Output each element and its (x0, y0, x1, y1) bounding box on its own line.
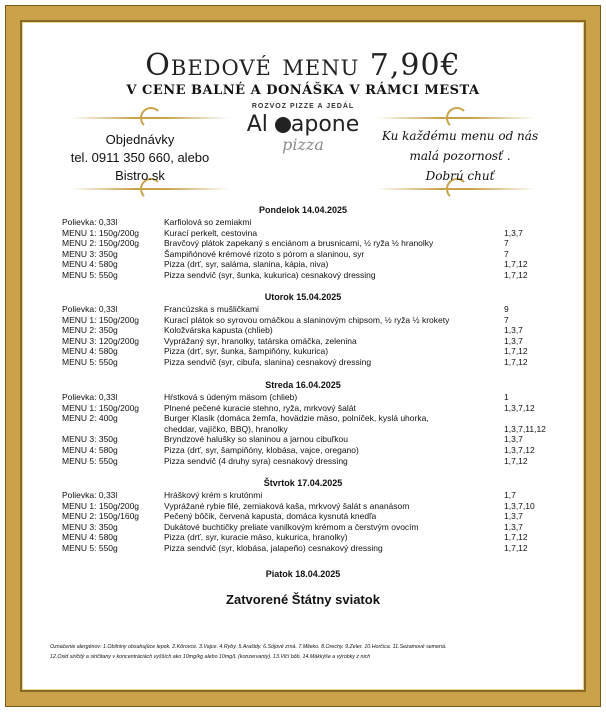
ornament-left-top (70, 113, 230, 123)
menu-label: MENU 1: 150g/200g (62, 500, 140, 511)
menu-allergens: 1,3,7 (504, 227, 523, 238)
menu-label: MENU 5: 550g (62, 543, 118, 553)
menu-label: MENU 4: 580g (62, 259, 118, 270)
logo-pizza: pizza (282, 135, 324, 154)
menu-allergens: 1,7,12 (504, 259, 528, 270)
menu-label: MENU 5: 550g (62, 270, 118, 280)
menu-label: MENU 5: 550g (62, 357, 118, 367)
menu-allergens: 1,3,7,12 (504, 402, 535, 413)
menu-dish: Pizza (drť, syr, kuracie mäso, kukurica, hranolky) (164, 532, 348, 543)
logo-brand-right: apone (290, 112, 360, 137)
logo-brand-left: Al (246, 112, 268, 137)
menu-allergens: 1,3,7 (504, 434, 523, 445)
menu-allergens: 7 (504, 238, 509, 249)
menu-allergens: 1,3,7,12 (504, 445, 535, 455)
menu-dish: Bravčový plátok zapekaný s enciánom a brusnicami, ½ ryža ½ hranolky (164, 238, 434, 249)
menu-allergens: 1,3,7 (504, 335, 523, 346)
menu-dish: Plnené pečené kuracie stehno, ryža, mrkvový šalát (164, 402, 356, 413)
menu-allergens: 1 (504, 392, 509, 402)
menu-label: Polievka: 0,33l (62, 392, 118, 402)
menu-allergens: 9 (504, 304, 509, 314)
menu-dish: Karfiolová so zemiakmi (164, 217, 252, 227)
contact-line-3: Bistro.sk (115, 168, 165, 183)
promo-line-3: Dobrú chuť (425, 169, 495, 183)
menu-allergens: 1,7,12 (504, 455, 528, 466)
menu-label: MENU 1: 150g/200g (62, 402, 140, 413)
al-capone-logo (238, 103, 368, 183)
menu-allergens: 1,7,12 (504, 357, 528, 367)
menu-dish: Hŕstková s údeným mäsom (chlieb) (164, 392, 298, 402)
menu-label: MENU 4: 580g (62, 532, 118, 543)
menu-label: MENU 3: 350g (62, 521, 118, 532)
menu-dish: Pizza (drť, syr, šunka, šampiňóny, kukurica) (164, 346, 329, 357)
menu-dish: Kurací perkelt, cestovina (164, 227, 258, 238)
day-heading: Pondelok 14.04.2025 (258, 205, 348, 215)
menu-dish: Francúzska s mušličkami (164, 304, 259, 314)
logo-ring-text: ROZVOZ PIZZE A JEDÁL (251, 103, 355, 110)
menu-allergens: 7 (504, 314, 509, 325)
day-heading: Utorok 15.04.2025 (264, 292, 342, 302)
menu-label: MENU 2: 150g/160g (62, 511, 140, 522)
contact-phone: tel. 0911 350 660, alebo (70, 150, 210, 165)
menu-dish: Pizza (drť, syr, saláma, slanina, kápia, niva) (164, 259, 329, 270)
closed-notice: Zatvorené Štátny sviatok (226, 592, 380, 607)
promo-note (380, 126, 540, 186)
allergen-legend-line-1: Označenie alergénov: 1.Obilniny obsahujúce lepok. 2.Kôrovce. 3.Vajce. 4.Ryby. 5.Arašidy. 6.Sójové zrná. 7.Mlieko. 8.Orechy. 9.Zeler. 10.Horčica. 11.Sezamové semená. (50, 644, 447, 650)
menu-dish: Pizza sendvič (syr, klobása, jalapeño) cesnakový dressing (164, 543, 383, 553)
menu-allergens: 1,3,7 (504, 325, 523, 336)
ornament-left-bottom (70, 184, 230, 194)
day-heading: Streda 16.04.2025 (265, 380, 341, 390)
logo-brand (238, 112, 368, 137)
menu-dish: Vyprážané rybie filé, zemiaková kaša, mrkvový šalát s ananásom (164, 500, 410, 511)
menu-dish: Pečený bôčik, červená kapusta, domáca kysnutá knedľa (164, 511, 377, 522)
ornament-right-top (376, 113, 536, 123)
allergen-legend-line-2: 12.Oxid siričitý a siričitany v koncentráciách vyšších ako 10mg/kg alebo 10mg/L (konzervanty). 13.Vlčí bôb. 14.Mäkkýše a výrobky z nich (50, 654, 371, 660)
menu-dish: Vyprážaný syr, hranolky, tatárska omáčka, zelenina (164, 335, 357, 346)
day-heading: Štvrtok 17.04.2025 (263, 478, 343, 488)
menu-dish: Pizza sendvič (syr, šunka, kukurica) cesnakový dressing (164, 270, 376, 280)
menu-dish: Dukátové buchtičky preliate vanilkovým krémom a čerstvým ovocím (164, 521, 419, 532)
menu-label: MENU 3: 120g/200g (62, 335, 140, 346)
menu-label: Polievka: 0,33l (62, 490, 118, 500)
order-contact (60, 131, 220, 185)
menu-allergens: 1,7,12 (504, 270, 528, 280)
menu-allergens: 1,3,7 (504, 511, 523, 522)
promo-line-2: malá pozornosť . (409, 149, 511, 163)
logo-c-icon (275, 117, 291, 133)
menu-label: Polievka: 0,33l (62, 217, 118, 227)
menu-label: MENU 5: 550g (62, 455, 118, 466)
menu-label: MENU 1: 150g/200g (62, 314, 140, 325)
menu-label: MENU 1: 150g/200g (62, 227, 140, 238)
contact-line-1: Objednávky (105, 132, 175, 147)
menu-label: MENU 3: 350g (62, 248, 118, 259)
menu-dish: Pizza (drť, syr, šampiňóny, klobása, vajce, oregano) (164, 445, 359, 455)
menu-allergens: 7 (504, 248, 509, 259)
menu-label: MENU 2: 400g (62, 413, 118, 424)
menu-dish: Hráškový krém s krutónmi (164, 490, 263, 500)
day-heading: Piatok 18.04.2025 (265, 569, 341, 579)
menu-dish: Šampiňónové krémové rizoto s pórom a slaninou, syr (164, 248, 365, 259)
menu-label: MENU 3: 350g (62, 434, 118, 445)
menu-dish: Kurací plátok so syrovou omáčkou a slaninovým chipsom, ½ ryža ½ krokety (164, 314, 450, 325)
menu-dish: Pizza sendvič (4 druhy syra) cesnakový dressing (164, 455, 348, 466)
menu-allergens: 1,7 (504, 490, 516, 500)
menu-allergens: 1,3,7 (504, 521, 523, 532)
menu-allergens: 1,7,12 (504, 346, 528, 357)
menu-subtitle: V CENE BALNÉ A DONÁŠKA V RÁMCI MESTA (126, 83, 480, 98)
menu-title: Obedové menu 7,90€ (145, 48, 461, 83)
menu-dish: Pizza sendvič (syr, cibuľa, slanina) cesnakový dressing (164, 357, 372, 367)
menu-allergens: 1,3,7,11,12 (504, 423, 546, 434)
promo-line-1: Ku každému menu od nás (381, 129, 539, 143)
menu-label: MENU 4: 580g (62, 445, 118, 455)
menu-dish: Bryndzové halušky so slaninou a jarnou cibuľkou (164, 434, 348, 445)
menu-dish: Koložvárska kapusta (chlieb) (164, 325, 273, 336)
menu-label: MENU 4: 580g (62, 346, 118, 357)
menu-label: MENU 2: 150g/200g (62, 238, 140, 249)
menu-allergens: 1,7,12 (504, 543, 528, 553)
menu-dish: cheddar, vajíčko, BBQ), hranolky (164, 423, 288, 434)
menu-label: MENU 2: 350g (62, 325, 118, 336)
menu-dish: Burger Klasik (domáca žemľa, hovädzie mäso, polníček, kyslá uhorka, (164, 413, 429, 424)
menu-allergens: 1,3,7,10 (504, 500, 535, 511)
menu-label: Polievka: 0,33l (62, 304, 118, 314)
menu-allergens: 1,7,12 (504, 532, 528, 543)
